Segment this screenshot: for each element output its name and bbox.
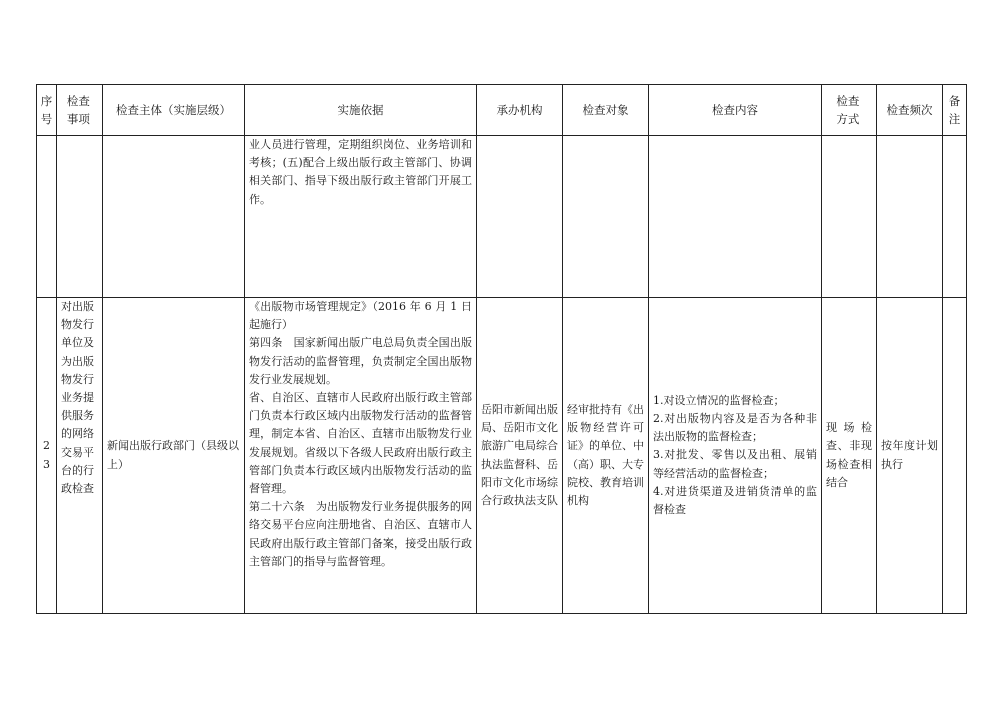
basis-paragraph: 《出版物市场管理规定》（2016 年 6 月 1 日起施行） [249, 300, 472, 332]
cont-frequency-cell [877, 136, 943, 298]
header-remark: 备注 [943, 85, 967, 136]
header-index: 序号 [37, 85, 57, 136]
cont-subject-cell [103, 136, 245, 298]
header-frequency: 检查频次 [877, 85, 943, 136]
header-agency: 承办机构 [477, 85, 563, 136]
basis-paragraph: 第四条 国家新闻出版广电总局负责全国出版物发行活动的监督管理，负责制定全国出版物发行业发展规划。 [249, 336, 472, 386]
continuation-row [37, 136, 967, 298]
cont-index-cell [37, 136, 57, 298]
content-item: 3.对批发、零售以及出租、展销等经营活动的监督检查； [653, 448, 817, 480]
cont-method-cell [822, 136, 877, 298]
row-frequency: 按年度计划执行 [877, 298, 943, 614]
table-row [37, 298, 967, 614]
header-content: 检查内容 [649, 85, 822, 136]
row-method: 现场检查、非现场检查相结合 [822, 298, 877, 614]
header-method: 检查方式 [822, 85, 877, 136]
content-item: 4.对进货渠道及进销货清单的监督检查 [653, 484, 817, 516]
row-content [649, 298, 822, 614]
row-basis [245, 298, 477, 614]
content-item: 2.对出版物内容及是否为各种非法出版物的监督检查； [653, 411, 817, 444]
header-basis: 实施依据 [245, 85, 477, 136]
row-agency: 岳阳市新闻出版局、岳阳市文化旅游广电局综合执法监督科、岳阳市文化市场综合行政执法支队 [477, 298, 563, 614]
cont-basis-cell: 业人员进行管理，定期组织岗位、业务培训和考核；(五)配合上级出版行政主管部门、协调相关部门、指导下级出版行政主管部门开展工作。 [245, 136, 477, 298]
row-item: 对出版物发行单位及为出版物发行业务提供服务的网络交易平台的行政检查 [57, 298, 103, 614]
basis-paragraph: 省、自治区、直辖市人民政府出版行政主管部门负责本行政区域内出版物发行活动的监督管理，制定本省、自治区、直辖市出版物发行业发展规划。省级以下各级人民政府出版行政主管部门负责本行政区域内出版物发行活动的监督管理。 [249, 391, 472, 496]
cont-remark-cell [943, 136, 967, 298]
row-remark [943, 298, 967, 614]
cont-agency-cell [477, 136, 563, 298]
header-row [37, 85, 967, 136]
row-index: 23 [37, 298, 57, 614]
header-subject: 检查主体（实施层级） [103, 85, 245, 136]
cont-content-cell [649, 136, 822, 298]
header-target: 检查对象 [563, 85, 649, 136]
row-subject: 新闻出版行政部门（县级以上） [103, 298, 245, 614]
cont-item-cell [57, 136, 103, 298]
cont-target-cell [563, 136, 649, 298]
content-item: 1.对设立情况的监督检查； [653, 393, 785, 407]
row-target: 经审批持有《出版物经营许可证》的单位、中（高）职、大专院校、教育培训机构 [563, 298, 649, 614]
header-item: 检查事项 [57, 85, 103, 136]
inspection-table [36, 84, 967, 614]
basis-paragraph: 第二十六条 为出版物发行业务提供服务的网络交易平台应向注册地省、自治区、直辖市人民政府出版行政主管部门备案，接受出版行政主管部门的指导与监督管理。 [249, 500, 472, 568]
